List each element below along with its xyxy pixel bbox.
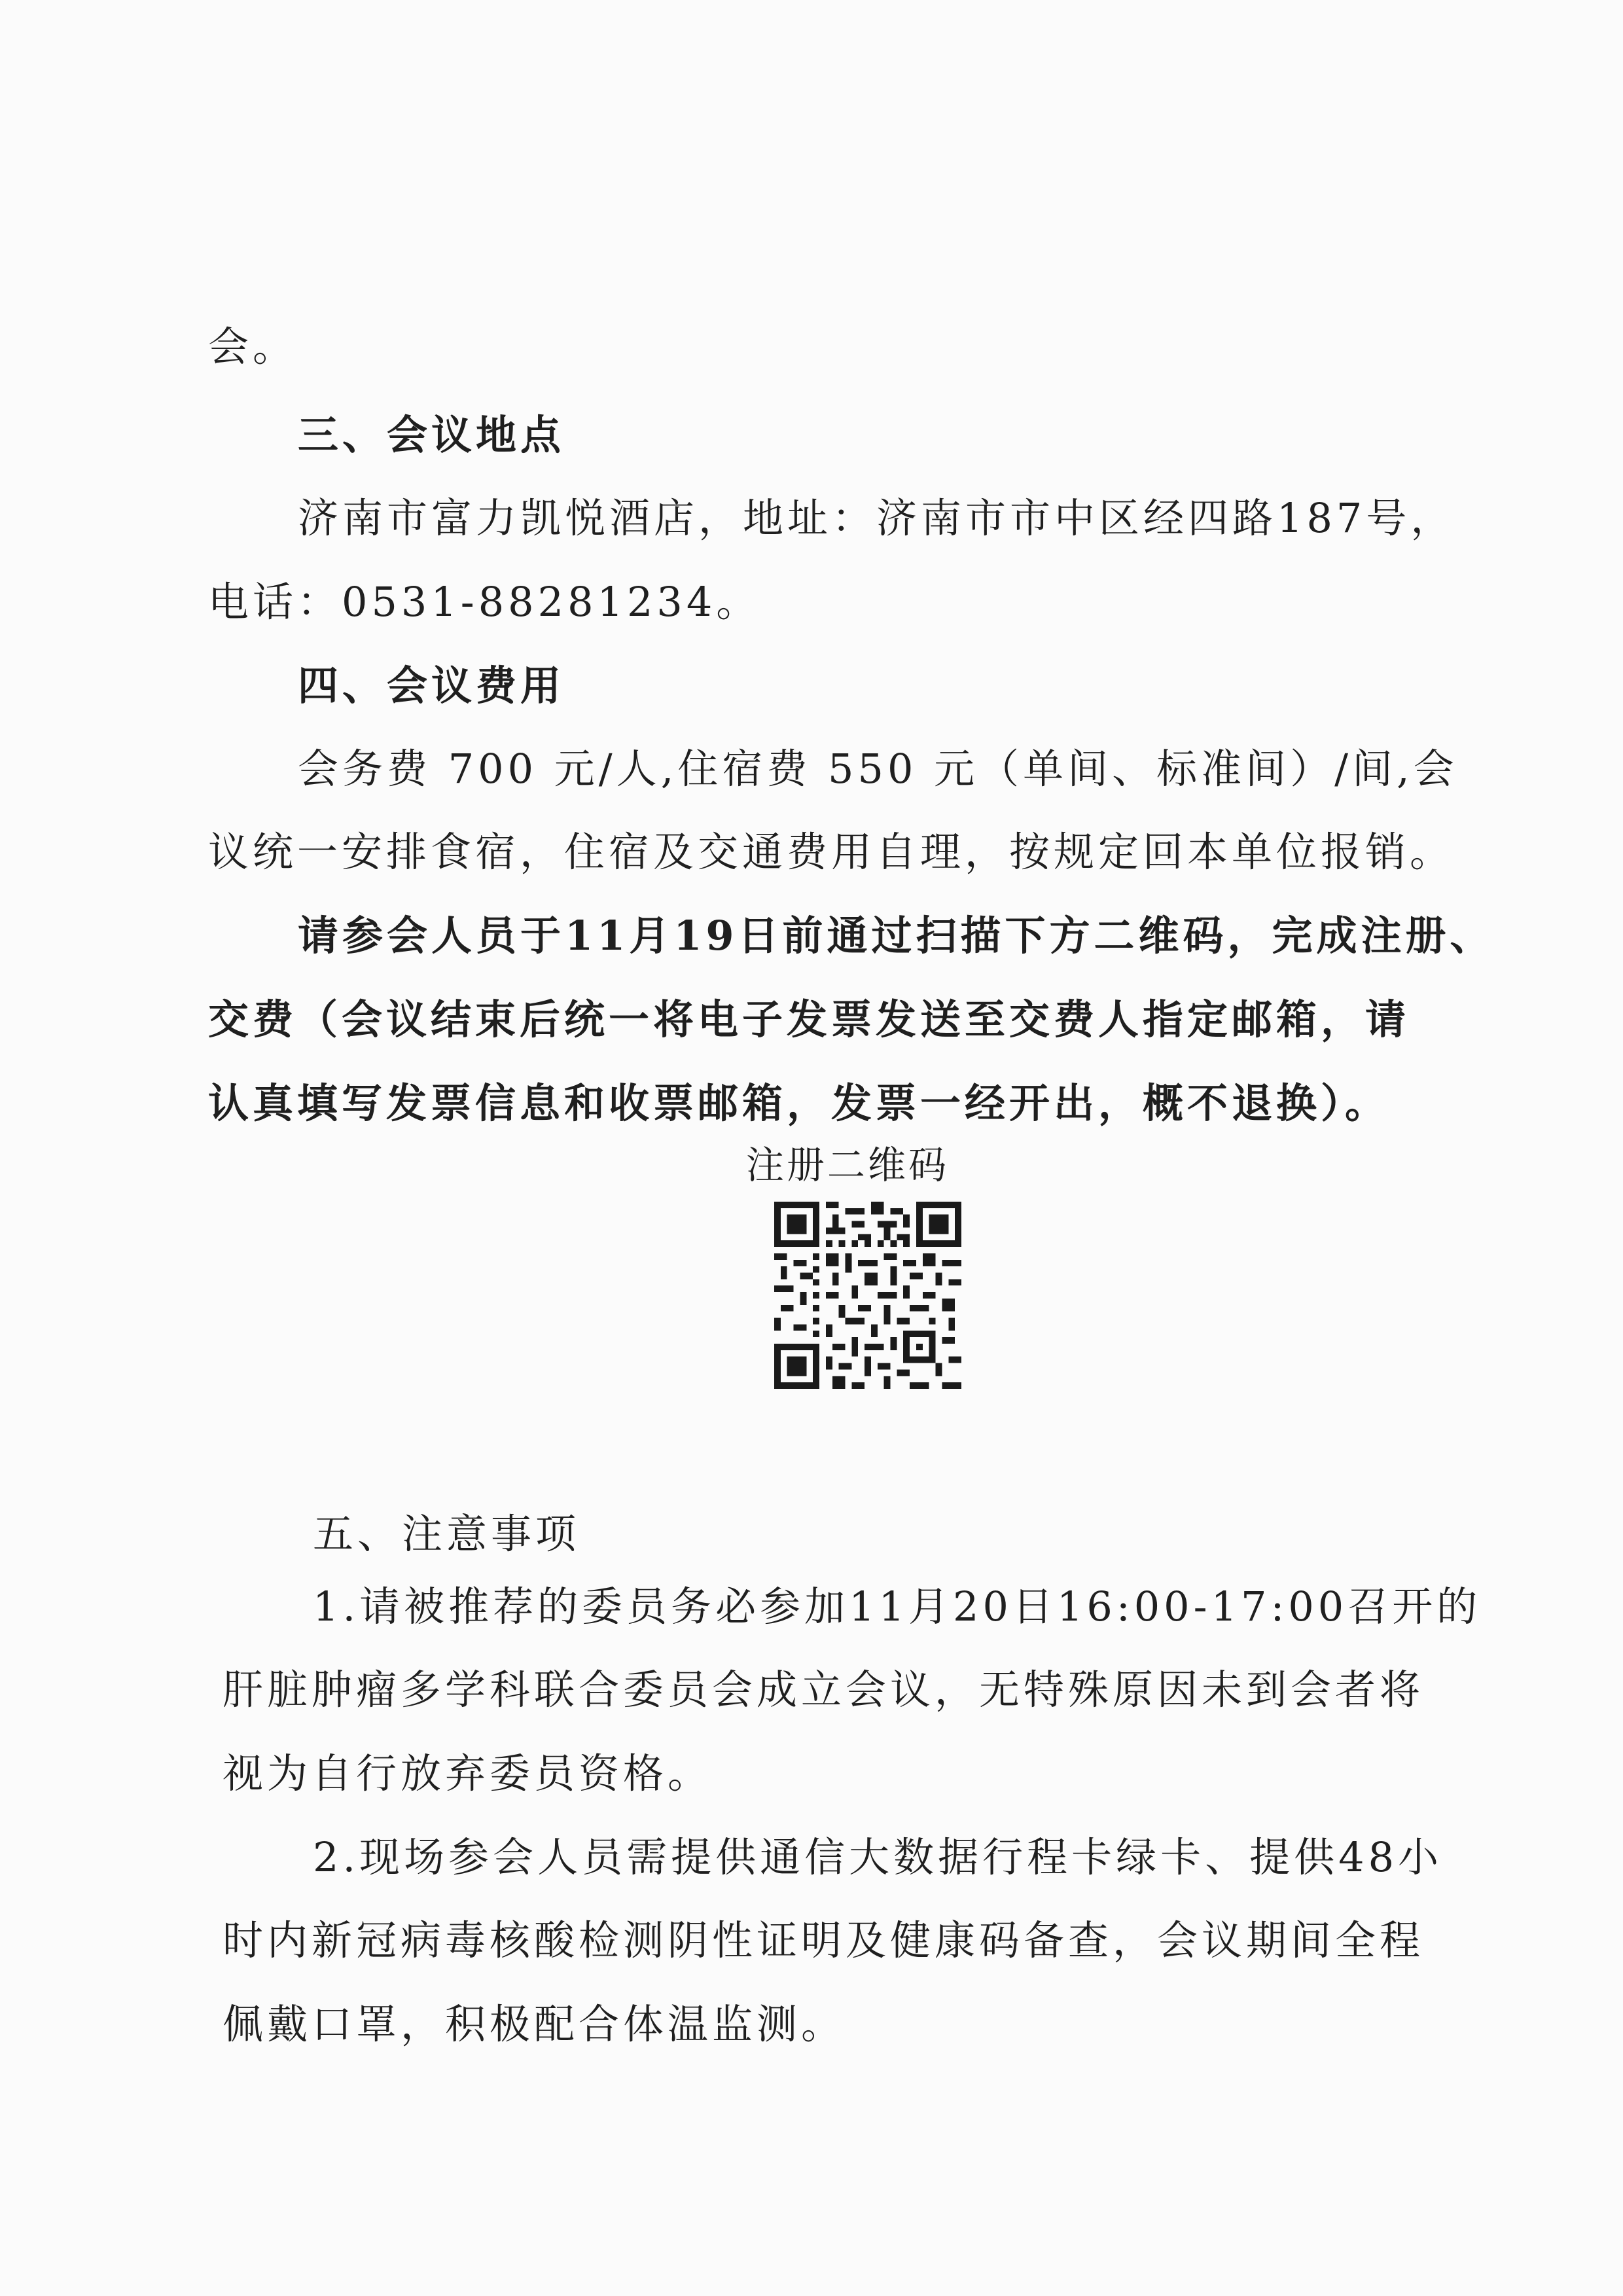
section-heading-venue: 三、会议地点: [298, 411, 565, 459]
note-2-line-3: 佩戴口罩，积极配合体温监测。: [223, 2000, 846, 2048]
registration-line-2: 交费（会议结束后统一将电子发票发送至交费人指定邮箱，请: [208, 996, 1410, 1043]
registration-line-3: 认真填写发票信息和收票邮箱，发票一经开出，概不退换）。: [208, 1079, 1390, 1127]
note-2-line-2: 时内新冠病毒核酸检测阴性证明及健康码备查，会议期间全程: [223, 1916, 1425, 1964]
note-1-line-1: 1.请被推荐的委员务必参加11月20日16:00-17:00召开的: [313, 1583, 1482, 1630]
section-heading-fees: 四、会议费用: [298, 662, 565, 709]
fees-line-2: 议统一安排食宿，住宿及交通费用自理，按规定回本单位报销。: [208, 828, 1455, 876]
qr-caption: 注册二维码: [746, 1143, 950, 1187]
note-1-line-2: 肝脏肿瘤多学科联合委员会成立会议，无特殊原因未到会者将: [223, 1666, 1425, 1713]
section-heading-notes: 五、注意事项: [313, 1510, 580, 1558]
registration-line-1: 请参会人员于11月19日前通过扫描下方二维码，完成注册、: [298, 912, 1495, 960]
venue-address: 济南市富力凯悦酒店，地址：济南市市中区经四路187号，: [298, 494, 1455, 542]
venue-phone: 电话：0531-88281234。: [208, 578, 761, 626]
fees-line-1: 会务费 700 元/人,住宿费 550 元（单间、标准间）/间,会: [298, 745, 1458, 793]
note-1-line-3: 视为自行放弃委员资格。: [223, 1749, 713, 1797]
note-2-line-1: 2.现场参会人员需提供通信大数据行程卡绿卡、提供48小: [313, 1833, 1443, 1881]
continuation-text: 会。: [208, 323, 298, 370]
registration-qr-code[interactable]: [774, 1202, 961, 1389]
qr-code-icon: [774, 1202, 961, 1389]
